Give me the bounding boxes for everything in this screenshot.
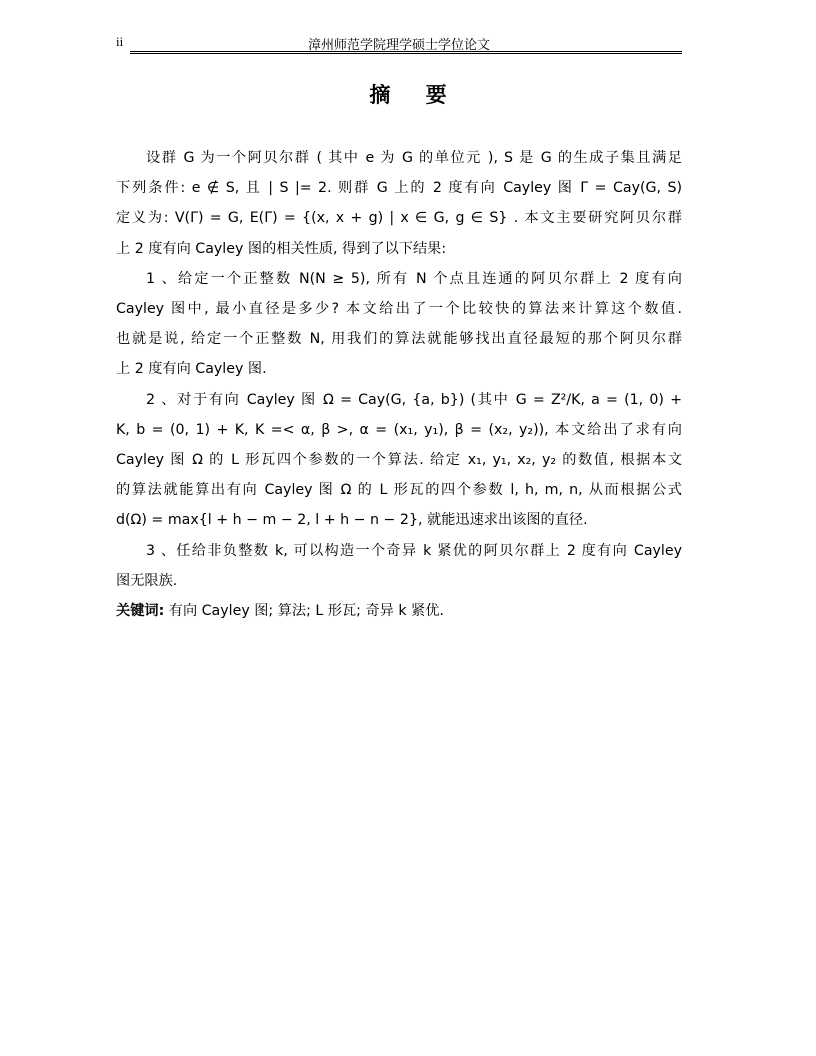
keywords-label: 关键词: — [116, 603, 165, 620]
keywords-text: 有向 Cayley 图; 算法; L 形瓦; 奇异 k 紧优. — [168, 603, 444, 620]
result-3-line: 图无限族. — [116, 572, 178, 589]
header-rule-double — [130, 53, 682, 54]
header-title: 漳州师范学院理学硕士学位论文 — [307, 38, 490, 53]
result-2-line: K, b = (0, 1) + K, K =< α, β >, α = (x₁, y₁), β = (x₂, y₂)), 本文给出了求有向 — [116, 421, 682, 438]
page-number: ii — [116, 34, 124, 49]
result-2-paragraph — [116, 385, 682, 536]
intro-line: 下列条件: e ∉ S, 且 | S |= 2. 则群 G 上的 2 度有向 Cayley 图 Γ = Cay(G, S) — [116, 180, 682, 197]
intro-paragraph — [116, 143, 682, 264]
result-3-line: 3 、任给非负整数 k, 可以构造一个奇异 k 紧优的阿贝尔群上 2 度有向 Cayley — [146, 542, 682, 559]
header-rule — [130, 51, 682, 52]
result-1-line: 上 2 度有向 Cayley 图. — [116, 361, 267, 378]
result-3-paragraph — [116, 536, 682, 596]
abstract-title: 摘 要 — [369, 83, 461, 107]
result-1-line: 1 、给定一个正整数 N(N ≥ 5), 所有 N 个点且连通的阿贝尔群上 2 度有向 — [146, 270, 682, 287]
result-1-line: 也就是说, 给定一个正整数 N, 用我们的算法就能够找出直径最短的那个阿贝尔群 — [116, 331, 682, 348]
result-1-line: Cayley 图中, 最小直径是多少? 本文给出了一个比较快的算法来计算这个数值. — [116, 301, 682, 318]
page-header — [116, 32, 682, 52]
result-1-paragraph — [116, 264, 682, 385]
intro-line: 定义为: V(Γ) = G, E(Γ) = {(x, x + g) | x ∈ G, g ∈ S} . 本文主要研究阿贝尔群 — [116, 210, 682, 227]
intro-line: 设群 G 为一个阿贝尔群 ( 其中 e 为 G 的单位元 ), S 是 G 的生成子集且满足 — [146, 150, 682, 166]
abstract-body — [116, 143, 682, 626]
keywords-line — [116, 596, 682, 626]
result-2-line: 的算法就能算出有向 Cayley 图 Ω 的 L 形瓦的四个参数 l, h, m, n, 从而根据公式 — [116, 482, 682, 499]
result-2-line: Cayley 图 Ω 的 L 形瓦四个参数的一个算法. 给定 x₁, y₁, x₂, y₂ 的数值, 根据本文 — [116, 452, 682, 469]
result-2-line: 2 、对于有向 Cayley 图 Ω = Cay(G, {a, b}) (其中 G = Z²/K, a = (1, 0) + — [146, 391, 682, 408]
result-2-line: d(Ω) = max{l + h − m − 2, l + h − n − 2}, 就能迅速求出该图的直径. — [116, 512, 588, 529]
intro-line: 上 2 度有向 Cayley 图的相关性质, 得到了以下结果: — [116, 240, 447, 257]
